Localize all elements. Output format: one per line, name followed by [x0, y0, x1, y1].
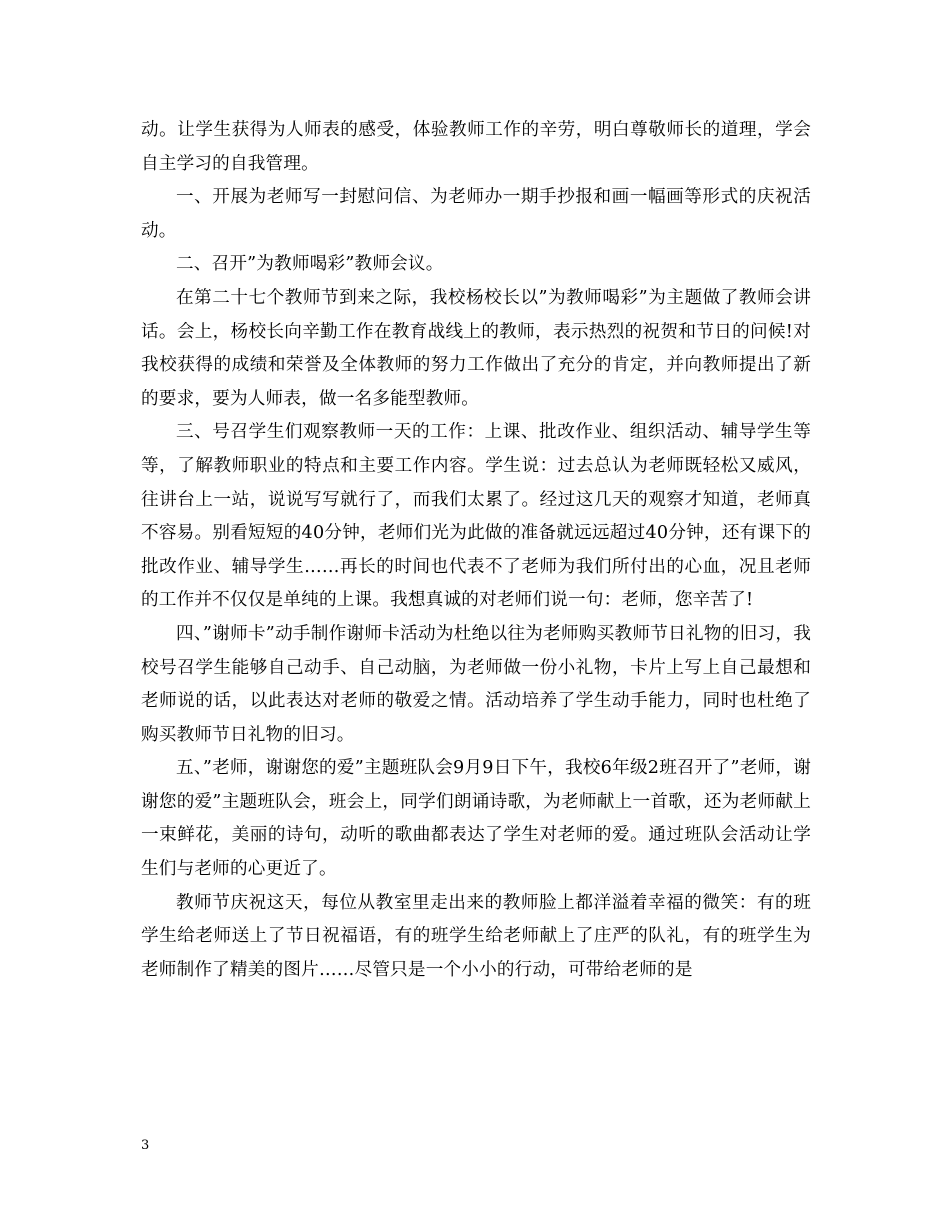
document-body: [141, 114, 811, 987]
paragraph-1: 动。让学生获得为人师表的感受，体验教师工作的辛劳，明白尊敬师长的道理，学会自主学习的自我管理。: [141, 120, 811, 174]
paragraph-8: 教师节庆祝这天，每位从教室里走出来的教师脸上都洋溢着幸福的微笑：有的班学生给老师送上了节日祝福语，有的班学生给老师献上了庄严的队礼，有的班学生为老师制作了精美的图片……尽管只是一个小小的行动，可带给老师的是: [141, 892, 811, 980]
paragraph-4: 在第二十七个教师节到来之际，我校杨校长以”为教师喝彩”为主题做了教师会讲话。会上，杨校长向辛勤工作在教育战线上的教师，表示热烈的祝贺和节日的问候!对我校获得的成绩和荣誉及全体教师的努力工作做出了充分的肯定，并向教师提出了新的要求，要为人师表，做一名多能型教师。: [141, 287, 811, 409]
paragraph-3: 二、召开”为教师喝彩”教师会议。: [176, 254, 444, 275]
page-number: 3: [141, 1138, 150, 1153]
paragraph-2: 一、开展为老师写一封慰问信、为老师办一期手抄报和画一幅画等形式的庆祝活动。: [141, 187, 811, 241]
paragraph-7: 五、”老师，谢谢您的爱”主题班队会9月9日下午，我校6年级2班召开了”老师，谢谢您的爱”主题班队会，班会上，同学们朗诵诗歌，为老师献上一首歌，还为老师献上一束鲜花，美丽的诗句，动听的歌曲都表达了学生对老师的爱。通过班队会活动让学生们与老师的心更近了。: [141, 758, 811, 880]
paragraph-6: 四、”谢师卡”动手制作谢师卡活动为杜绝以往为老师购买教师节日礼物的旧习，我校号召学生能够自己动手、自己动脑，为老师做一份小礼物，卡片上写上自己最想和老师说的话，以此表达对老师的敬爱之情。活动培养了学生动手能力，同时也杜绝了购买教师节日礼物的旧习。: [141, 623, 811, 745]
paragraph-5: 三、号召学生们观察教师一天的工作：上课、批改作业、组织活动、辅导学生等等，了解教师职业的特点和主要工作内容。学生说：过去总认为老师既轻松又威风，往讲台上一站，说说写写就行了，而我们太累了。经过这几天的观察才知道，老师真不容易。别看短短的40分钟，老师们光为此做的准备就远远超过40分钟，还有课下的批改作业、辅导学生……再长的时间也代表不了老师为我们所付出的心血，况且老师的工作并不仅仅是单纯的上课。我想真诚的对老师们说一句：老师，您辛苦了!: [141, 422, 811, 611]
